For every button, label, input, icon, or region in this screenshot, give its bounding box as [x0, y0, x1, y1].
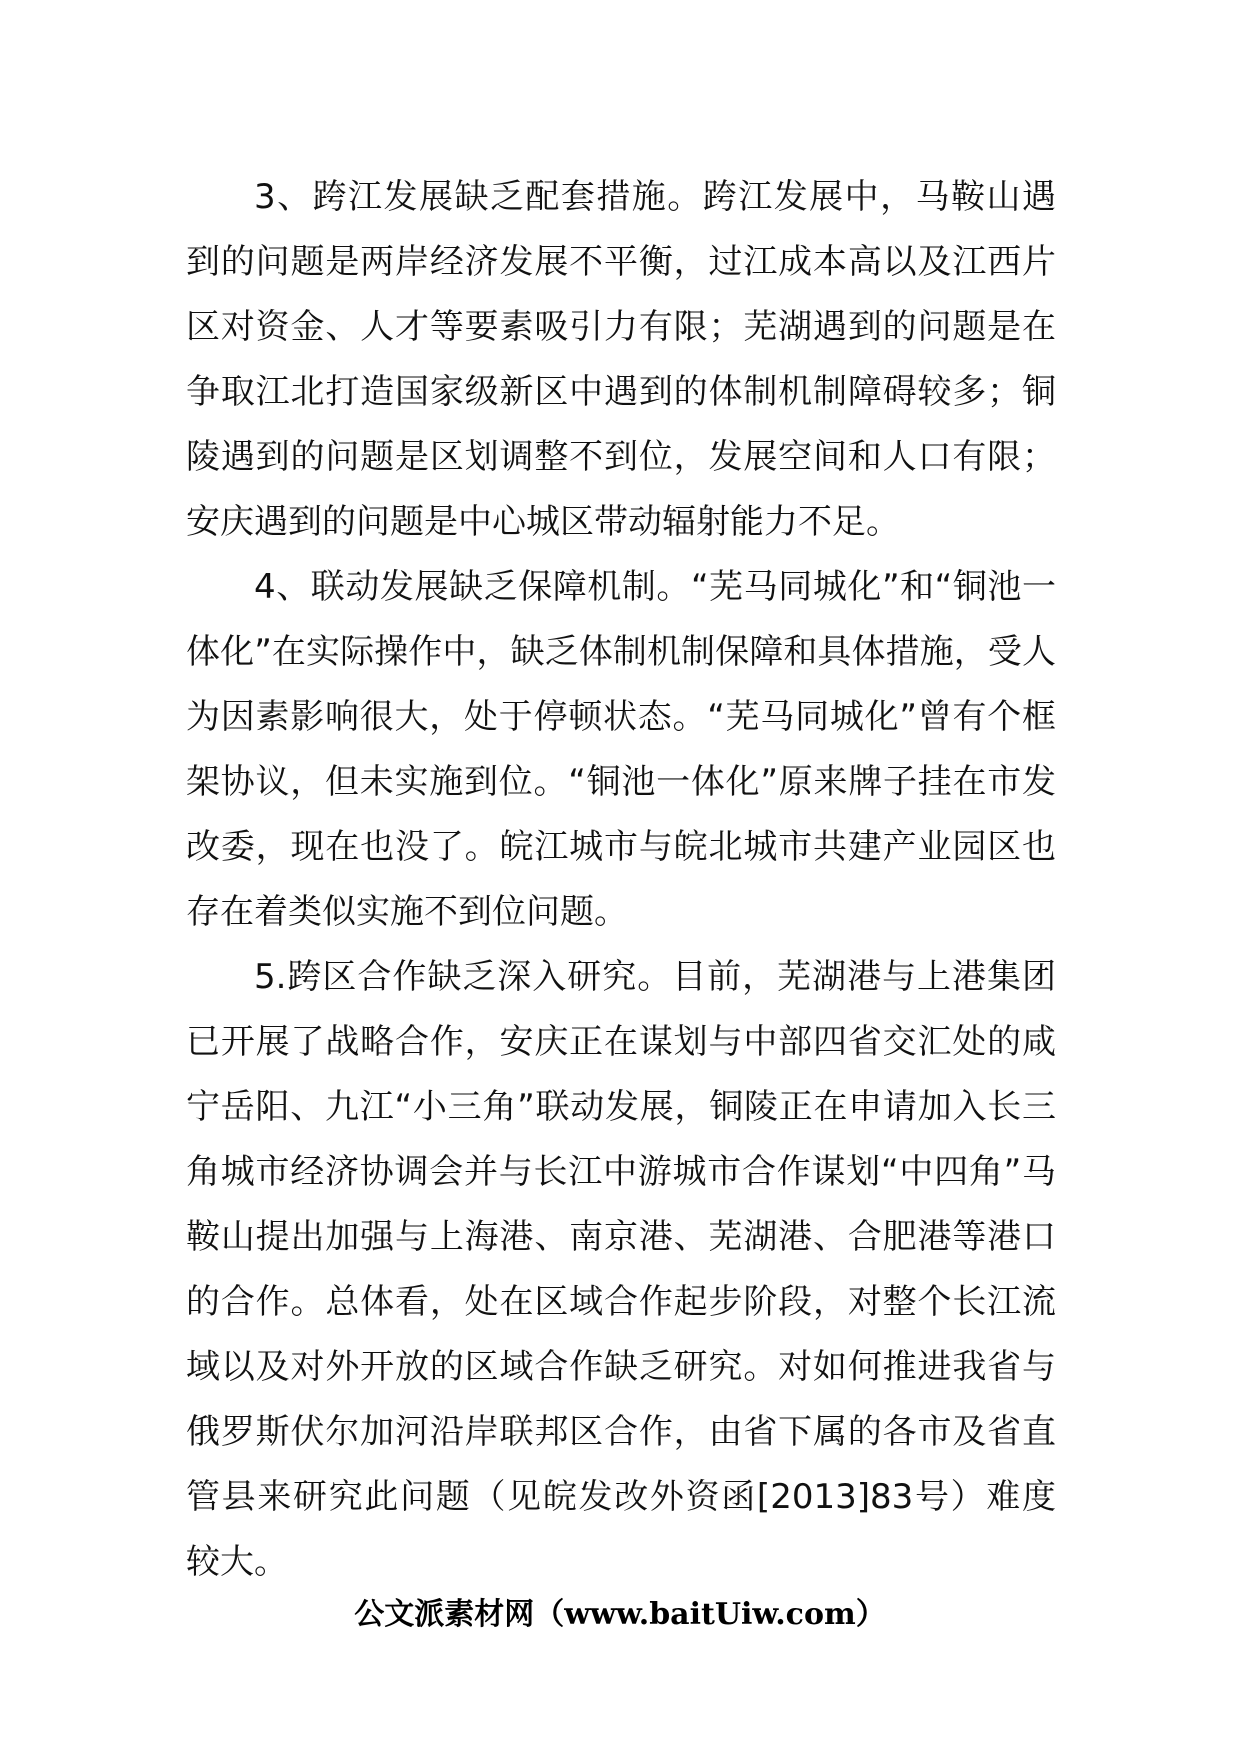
- paragraph-cross-river-development: 3、跨江发展缺乏配套措施。跨江发展中，马鞍山遇到的问题是两岸经济发展不平衡，过江成本高以及江西片区对资金、人才等要素吸引力有限；芜湖遇到的问题是在争取江北打造国家级新区中遇到的体制机制障碍较多；铜陵遇到的问题是区划调整不到位，发展空间和人口有限；安庆遇到的问题是中心城区带动辐射能力不足。: [186, 177, 1056, 542]
- footer-watermark: 公文派素材网（www.baitUiw.com）: [354, 1597, 886, 1632]
- document-body: [186, 165, 1056, 1595]
- paragraph-joint-development: 4、联动发展缺乏保障机制。“芜马同城化”和“铜池一体化”在实际操作中，缺乏体制机制保障和具体措施，受人为因素影响很大，处于停顿状态。“芜马同城化”曾有个框架协议，但未实施到位。“铜池一体化”原来牌子挂在市发改委，现在也没了。皖江城市与皖北城市共建产业园区也存在着类似实施不到位问题。: [186, 567, 1056, 932]
- paragraph-cross-region-cooperation: 5.跨区合作缺乏深入研究。目前，芜湖港与上港集团已开展了战略合作，安庆正在谋划与中部四省交汇处的咸宁岳阳、九江“小三角”联动发展，铜陵正在申请加入长三角城市经济协调会并与长江中游城市合作谋划“中四角”马鞍山提出加强与上海港、南京港、芜湖港、合肥港等港口的合作。总体看，处在区域合作起步阶段，对整个长江流域以及对外开放的区域合作缺乏研究。对如何推进我省与俄罗斯伏尔加河沿岸联邦区合作，由省下属的各市及省直管县来研究此问题（见皖发改外资函[2013]83号）难度较大。: [186, 957, 1056, 1582]
